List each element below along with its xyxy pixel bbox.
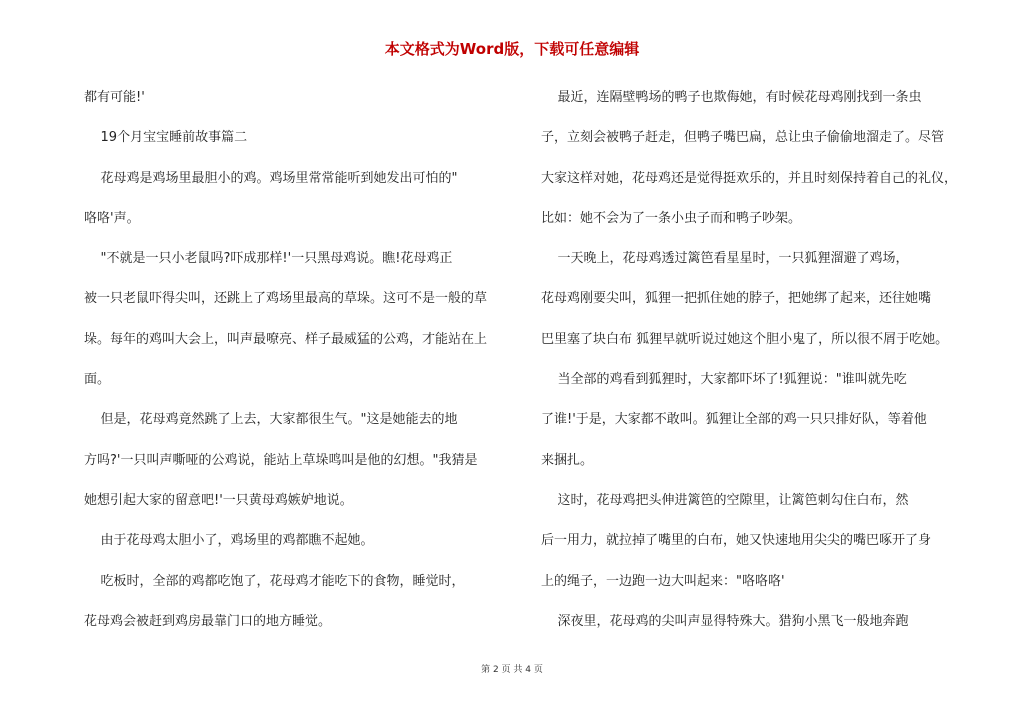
text-line: 花母鸡刚要尖叫，狐狸一把抓住她的脖子，把她绑了起来，还往她嘴 (541, 291, 932, 307)
text-line: 但是，花母鸡竟然跳了上去，大家都很生气。"这是她能去的地 (84, 412, 458, 428)
right-text-column (541, 78, 971, 642)
text-line: 深夜里，花母鸡的尖叫声显得特殊大。猎狗小黑飞一般地奔跑 (541, 613, 909, 629)
text-line: 被一只老鼠吓得尖叫，还跳上了鸡场里最高的草垛。这可不是一般的草 (84, 291, 488, 307)
text-line: 一天晚上，花母鸡透过篱笆看星星时，一只狐狸溜避了鸡场， (541, 251, 909, 267)
text-line: 垛。每年的鸡叫大会上，叫声最嘹亮、样子最威猛的公鸡，才能站在上 (84, 331, 488, 347)
text-line: 比如：她不会为了一条小虫子而和鸭子吵架。 (541, 210, 802, 226)
text-line: 后一用力，就拉掉了嘴里的白布，她又快速地用尖尖的嘴巴啄开了身 (541, 533, 932, 549)
document-header-banner (0, 38, 1024, 59)
text-line: "不就是一只小老鼠吗?吓成那样!'一只黑母鸡说。瞧!花母鸡正 (84, 251, 453, 267)
text-line: 咯咯'声。 (84, 210, 140, 226)
text-line: 由于花母鸡太胆小了，鸡场里的鸡都瞧不起她。 (84, 533, 374, 549)
page-number-label: 第 2 页 共 4 页 (481, 665, 543, 675)
text-line: 这时，花母鸡把头伸进篱笆的空隙里，让篱笆刺勾住白布，然 (541, 492, 909, 508)
text-line: 大家这样对她，花母鸡还是觉得挺欢乐的，并且时刻保持着自己的礼仪， (541, 170, 958, 186)
text-line: 她想引起大家的留意吧!'一只黄母鸡嫉妒地说。 (84, 492, 353, 508)
text-line: 花母鸡会被赶到鸡房最靠门口的地方睡觉。 (84, 613, 332, 629)
text-line: 当全部的鸡看到狐狸时，大家都吓坏了!狐狸说："谁叫就先吃 (541, 372, 907, 388)
header-title: 本文格式为Word版，下载可任意编辑 (384, 40, 640, 58)
text-line: 最近，连隔壁鸭场的鸭子也欺侮她，有时候花母鸡刚找到一条虫 (541, 90, 922, 105)
page-footer (0, 662, 1024, 675)
left-text-column (84, 78, 496, 642)
text-line: 吃板时，全部的鸡都吃饱了，花母鸡才能吃下的食物，睡觉时， (84, 573, 465, 589)
text-line: 来捆扎。 (541, 452, 594, 468)
text-line: 巴里塞了块白布 狐狸早就听说过她这个胆小鬼了，所以很不屑于吃她。 (541, 331, 949, 347)
text-line: 19个月宝宝睡前故事篇二 (84, 130, 248, 146)
text-line: 都有可能!' (84, 90, 145, 105)
text-line: 了谁!'于是，大家都不敢叫。狐狸让全部的鸡一只只排好队，等着他 (541, 412, 927, 428)
text-line: 面。 (84, 372, 111, 388)
text-line: 方吗?'一只叫声嘶哑的公鸡说，能站上草垛鸣叫是他的幻想。"我猜是 (84, 452, 478, 468)
text-line: 子，立刻会被鸭子赶走，但鸭子嘴巴扁，总让虫子偷偷地溜走了。尽管 (541, 130, 945, 146)
text-line: 花母鸡是鸡场里最胆小的鸡。鸡场里常常能听到她发出可怕的" (84, 170, 458, 186)
text-line: 上的绳子，一边跑一边大叫起来："咯咯咯' (541, 573, 785, 589)
